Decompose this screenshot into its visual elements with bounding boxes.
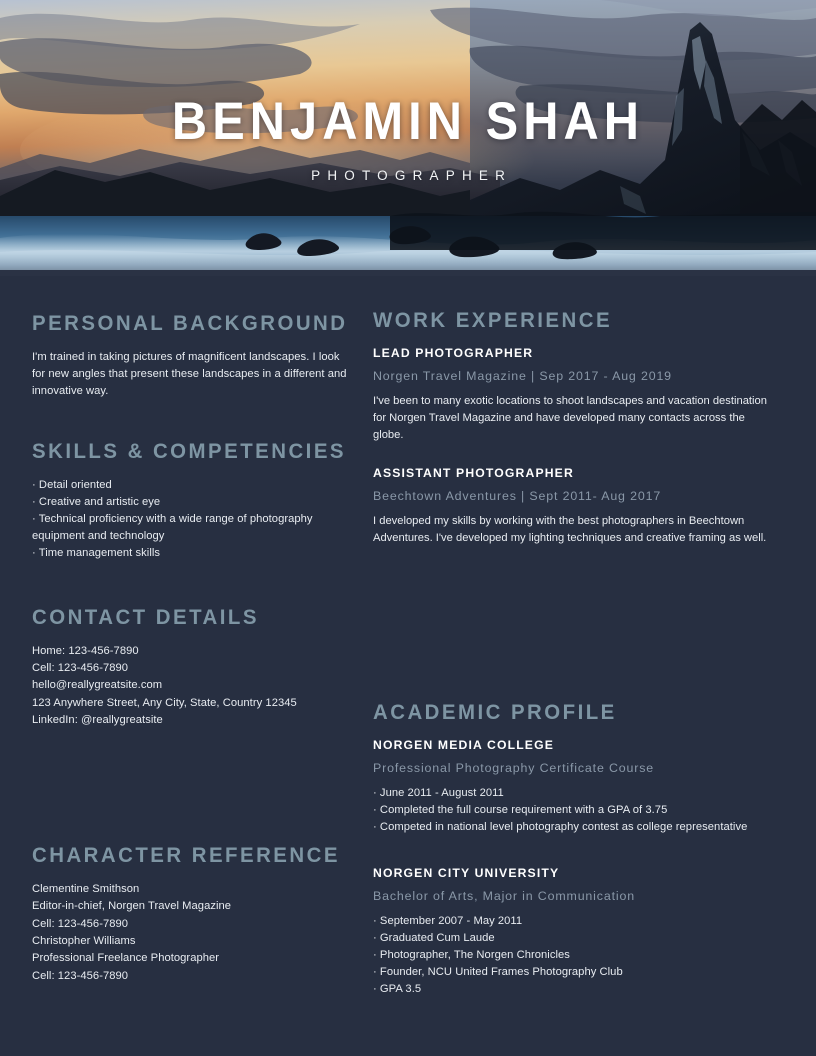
academic-entry-subtitle: Professional Photography Certificate Course xyxy=(373,761,655,776)
list-item: · Graduated Cum Laude xyxy=(373,931,495,944)
resume-body xyxy=(0,283,816,1056)
list-item: · Competed in national level photography contest as college representative xyxy=(373,821,748,834)
list-item: · GPA 3.5 xyxy=(373,983,422,996)
academic-entry-bullets xyxy=(373,785,773,837)
contact-email[interactable]: hello@reallygreatsite.com xyxy=(32,679,163,692)
work-entry-title: ASSISTANT PHOTOGRAPHER xyxy=(373,465,574,480)
personal-background-text: I'm trained in taking pictures of magnificent landscapes. I look for new angles that present these landscapes in a different and innovative way. xyxy=(32,351,347,398)
work-entry-description: I've been to many exotic locations to shoot landscapes and vacation destination for Norgen Travel Magazine and have developed many contacts across the globe. xyxy=(373,395,767,442)
academic-entry xyxy=(373,866,773,999)
academic-entry-subtitle: Bachelor of Arts, Major in Communication xyxy=(373,888,635,903)
list-item: · Photographer, The Norgen Chronicles xyxy=(373,949,570,962)
heading-contact-details: CONTACT DETAILS xyxy=(32,604,259,629)
heading-skills: SKILLS & COMPETENCIES xyxy=(32,438,347,463)
character-reference-list xyxy=(32,881,348,985)
heading-work-experience: WORK EXPERIENCE xyxy=(373,308,613,332)
skills-list xyxy=(32,477,348,563)
left-column xyxy=(32,283,348,985)
list-item: · Time management skills xyxy=(32,547,161,560)
reference-two-name: Christopher Williams xyxy=(32,935,136,947)
heading-academic-profile: ACADEMIC PROFILE xyxy=(373,700,617,725)
reference-one-phone: Cell: 123-456-7890 xyxy=(32,917,129,930)
reference-two-phone: Cell: 123-456-7890 xyxy=(32,969,129,982)
right-column xyxy=(373,283,773,999)
header-title-block xyxy=(0,92,816,183)
list-item: · June 2011 - August 2011 xyxy=(373,787,504,800)
header-hero-banner xyxy=(0,0,816,283)
section-contact-details xyxy=(32,563,348,729)
section-personal-background xyxy=(32,283,348,401)
section-character-reference xyxy=(32,729,348,985)
heading-character-reference: CHARACTER REFERENCE xyxy=(32,843,340,868)
academic-entry-title: NORGEN MEDIA COLLEGE xyxy=(373,738,554,753)
list-item: · Technical proficiency with a wide range of photography equipment and technology xyxy=(32,513,313,543)
contact-linkedin[interactable]: LinkedIn: @reallygreatsite xyxy=(32,713,163,726)
reference-one-name: Clementine Smithson xyxy=(32,883,140,896)
heading-personal-background: PERSONAL BACKGROUND xyxy=(32,311,348,335)
section-work-experience xyxy=(373,283,773,547)
academic-entry xyxy=(373,738,773,837)
contact-home-phone: Home: 123-456-7890 xyxy=(32,644,139,657)
contact-cell-phone: Cell: 123-456-7890 xyxy=(32,661,129,674)
section-academic-profile xyxy=(373,547,773,999)
work-entry-subtitle: Norgen Travel Magazine | Sep 2017 - Aug 2019 xyxy=(373,369,672,383)
section-skills xyxy=(32,401,348,563)
list-item: · Detail oriented xyxy=(32,478,112,491)
contact-list xyxy=(32,643,348,729)
work-entry xyxy=(373,466,773,547)
work-entry-subtitle: Beechtown Adventures | Sept 2011- Aug 2017 xyxy=(373,488,662,503)
academic-entry-title: NORGEN CITY UNIVERSITY xyxy=(373,865,560,880)
candidate-name: BENJAMIN SHAH xyxy=(171,92,645,151)
work-entry-title: LEAD PHOTOGRAPHER xyxy=(373,346,534,360)
candidate-role: PHOTOGRAPHER xyxy=(311,168,513,183)
list-item: · September 2007 - May 2011 xyxy=(373,914,523,927)
reference-two-role: Professional Freelance Photographer xyxy=(32,952,220,965)
list-item: · Founder, NCU United Frames Photography Club xyxy=(373,966,623,979)
reference-one-role: Editor-in-chief, Norgen Travel Magazine xyxy=(32,900,232,913)
list-item: · Creative and artistic eye xyxy=(32,495,161,508)
work-entry-description: I developed my skills by working with the best photographers in Beechtown Adventures. I've developed my lighting techniques and creative framing as well. xyxy=(373,514,767,544)
work-entry xyxy=(373,346,773,445)
contact-address: 123 Anywhere Street, Any City, State, Country 12345 xyxy=(32,696,297,709)
list-item: · Completed the full course requirement with a GPA of 3.75 xyxy=(373,804,668,817)
academic-entry-bullets xyxy=(373,913,773,999)
